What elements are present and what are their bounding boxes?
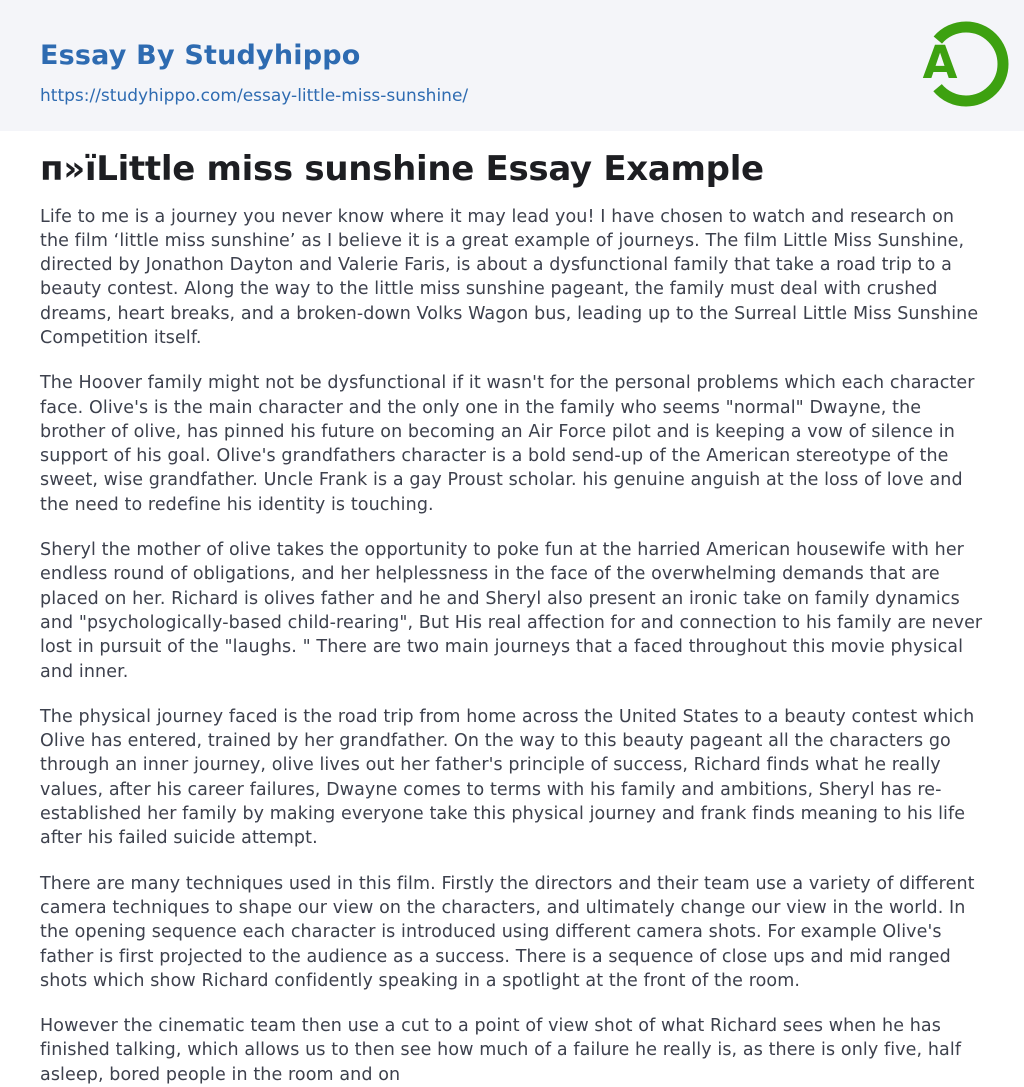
logo-letter: A xyxy=(918,38,962,88)
essay-paragraph: There are many techniques used in this film. Firstly the directors and their team use a variety of different camera techniques to shape our view on the characters, and ultimately change our view in the world. In the opening sequence each character is introduced using different camera shots. For example Olive's father is first projected to the audience as a success. There is a sequence of close ups and mid ranged shots which show Richard confidently speaking in a spotlight at the front of the room. xyxy=(40,872,984,993)
essay-body xyxy=(40,205,984,1087)
studyhippo-logo[interactable] xyxy=(923,21,1009,107)
essay-paragraph: Sheryl the mother of olive takes the opportunity to poke fun at the harried American housewife with her endless round of obligations, and her helplessness in the face of the overwhelming demands that are placed on her. Richard is olives father and he and Sheryl also present an ironic take on family dynamics and "psychologically-based child-rearing", But His real affection for and connection to his family are never lost in pursuit of the "laughs. " There are two main journeys that a faced throughout this movie physical and inner. xyxy=(40,538,984,684)
essay-paragraph: The Hoover family might not be dysfunctional if it wasn't for the personal problems which each character face. Olive's is the main character and the only one in the family who seems "normal" Dwayne, the brother of olive, has pinned his future on becoming an Air Force pilot and is keeping a vow of silence in support of his goal. Olive's grandfathers character is a bold send-up of the American stereotype of the sweet, wise grandfather. Uncle Frank is a gay Proust scholar. his genuine anguish at the loss of love and the need to redefine his identity is touching. xyxy=(40,371,984,517)
page-header xyxy=(0,0,1024,131)
essay-paragraph: However the cinematic team then use a cut to a point of view shot of what Richard sees when he has finished talking, which allows us to then see how much of a failure he really is, as there is only five, half asleep, bored people in the room and on xyxy=(40,1014,984,1087)
essay-paragraph: The physical journey faced is the road trip from home across the United States to a beauty contest which Olive has entered, trained by her grandfather. On the way to this beauty pageant all the characters go through an inner journey, olive lives out her father's principle of success, Richard finds what he really values, after his career failures, Dwayne comes to terms with his family and ambitions, Sheryl has re-established her family by making everyone take this physical journey and frank finds meaning to his life after his failed suicide attempt. xyxy=(40,705,984,851)
site-title: Essay By Studyhippo xyxy=(40,40,984,71)
essay-paragraph: Life to me is a journey you never know where it may lead you! I have chosen to watch and research on the film ‘little miss sunshine’ as I believe it is a great example of journeys. The film Little Miss Sunshine, directed by Jonathon Dayton and Valerie Faris, is about a dysfunctional family that take a road trip to a beauty contest. Along the way to the little miss sunshine pageant, the family must deal with crushed dreams, heart breaks, and a broken-down Volks Wagon bus, leading up to the Surreal Little Miss Sunshine Competition itself. xyxy=(40,205,984,351)
essay-title: п»їLittle miss sunshine Essay Example xyxy=(40,148,984,191)
source-url-link[interactable]: https://studyhippo.com/essay-little-miss-sunshine/ xyxy=(40,86,468,106)
essay-content xyxy=(0,131,1024,1087)
